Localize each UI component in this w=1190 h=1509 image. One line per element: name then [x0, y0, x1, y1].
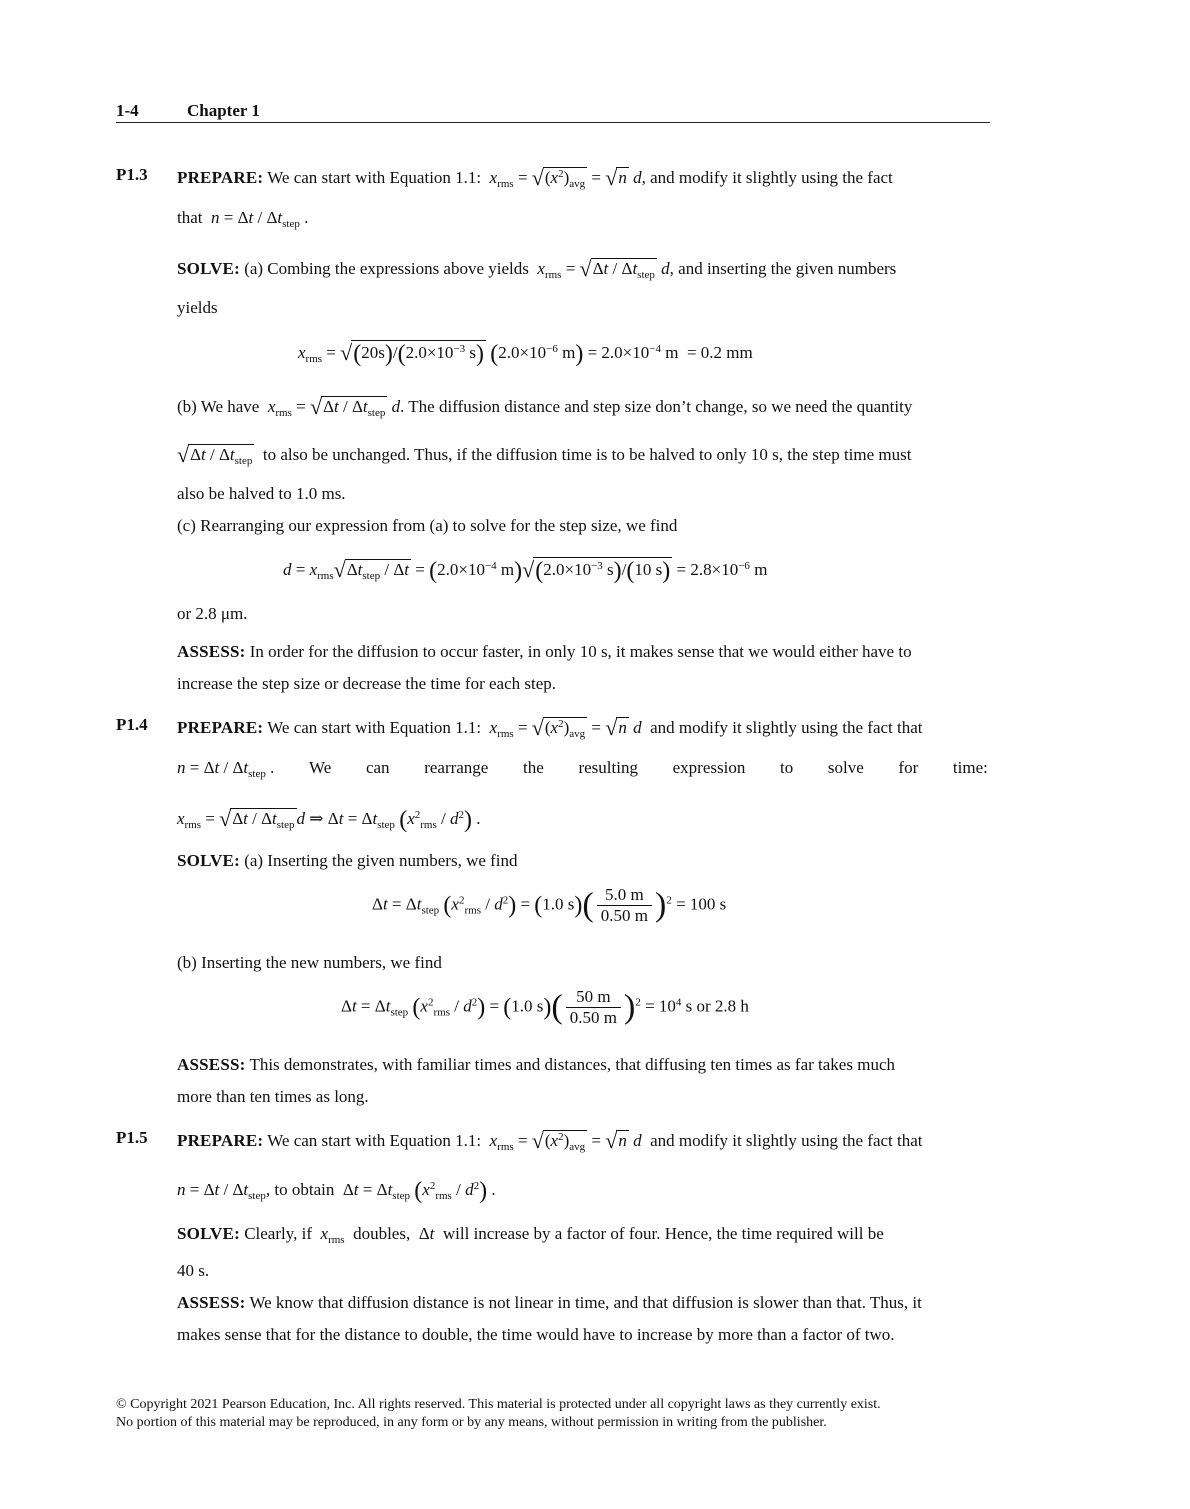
result-value: 2.8 μm. — [195, 604, 248, 623]
prepare-text: , to obtain — [265, 1180, 335, 1199]
p1-3-solve-line2: yields — [177, 298, 218, 317]
assess-heading: ASSESS: — [177, 1293, 246, 1312]
word: can — [365, 758, 390, 777]
prepare-heading: PREPARE: — [177, 168, 264, 187]
p1-3-part-b-line1 — [177, 394, 912, 420]
step-relation-equation: $n = \Delta t / \Delta t_{step}$ — [177, 1180, 266, 1202]
p1-4-assess-line2: more than ten times as long. — [177, 1087, 369, 1106]
solve-heading: SOLVE: — [177, 259, 240, 278]
p1-3-assess-line2: increase the step size or decrease the time for each step. — [177, 674, 557, 693]
p1-3-part-c-line2 — [177, 604, 248, 624]
copyright-line-2: No portion of this material may be reproduced, in any form or by any means, without permission in writing from the publisher. — [116, 1415, 827, 1430]
p1-5-prepare-line2 — [177, 1178, 496, 1205]
word: for — [898, 758, 919, 777]
step-relation-equation: $n = \Delta t / \Delta t_{step}$ . — [177, 758, 275, 780]
solve-heading: SOLVE: — [177, 851, 240, 870]
p1-3-part-c-line1: (c) Rearranging our expression from (a) to solve for the step size, we find — [177, 516, 678, 535]
prepare-text: , and modify it slightly using the fact — [641, 168, 893, 187]
equation-1-1: $x_{rms} = √(x^2)_{avg} = √n$ d — [489, 715, 642, 740]
problem-label-p1-4: P1.4 — [116, 715, 148, 734]
solve-text: (a) Inserting the given numbers, we find — [244, 851, 518, 870]
prepare-text: that — [177, 208, 203, 227]
p1-4-assess-line1 — [177, 1055, 895, 1075]
page-number: 1-4 — [116, 101, 139, 120]
p1-4-solve-line1 — [177, 851, 518, 871]
xrms-symbol: $x_{rms}$ — [320, 1224, 345, 1246]
p1-3-part-b-line2 — [177, 442, 911, 468]
part-b-text: to also be unchanged. Thus, if the diffusion time is to be halved to only 10 s, the step time must — [262, 445, 912, 464]
word: expression — [672, 758, 746, 777]
prepare-text: and modify it slightly using the fact that — [650, 1131, 923, 1150]
word: to — [779, 758, 794, 777]
prepare-text: We can start with Equation 1.1: — [267, 1131, 482, 1150]
xrms-equation: $x_{rms} = √\Delta t / \Delta t_{step}$ d — [267, 394, 401, 419]
or-text: or — [177, 604, 192, 623]
equation-1-1: $x_{rms} = √(x^2)_{avg} = √n$ d — [489, 165, 642, 190]
p1-3-prepare-line1 — [177, 165, 893, 191]
p1-5-assess-line1 — [177, 1293, 922, 1313]
assess-text: In order for the diffusion to occur faster, in only 10 s, it makes sense that we would either have to — [249, 642, 912, 661]
p1-3-calc-d: $d = x_{rms}√\Delta t_{step} / \Delta t = (2.0\times 10^{-4}$ $m)√(2.0\times 10^{-3}$ s)/(10 $s) = 2.8\times 10^{-6}$ m — [283, 557, 768, 584]
p1-5-prepare-line1 — [177, 1128, 923, 1154]
word: We — [309, 758, 332, 777]
p1-3-assess-line1 — [177, 642, 912, 662]
assess-text: This demonstrates, with familiar times and distances, that diffusing ten times as far takes much — [249, 1055, 895, 1074]
delta-t-symbol: Δt — [414, 1224, 435, 1243]
word: solve — [827, 758, 864, 777]
solve-text: Clearly, if — [244, 1224, 313, 1243]
p1-3-prepare-line2 — [177, 208, 308, 230]
prepare-heading: PREPARE: — [177, 718, 264, 737]
quantity-sqrt: $√\Delta t / \Delta t_{step}$ — [177, 442, 253, 467]
p1-4-part-b: (b) Inserting the new numbers, we find — [177, 953, 442, 972]
step-relation-equation: $n = \Delta t / \Delta t_{step}$ . — [211, 208, 309, 230]
p1-5-assess-line2: makes sense that for the distance to double, the time would have to increase by more than a factor of two. — [177, 1325, 895, 1344]
assess-heading: ASSESS: — [177, 642, 246, 661]
combined-equation: $x_{rms} = √\Delta t / \Delta t_{step}$ d — [537, 256, 670, 281]
word: rearrange — [424, 758, 489, 777]
p1-3-solve-line1 — [177, 256, 896, 282]
p1-4-calc-a: $\Delta t = \Delta t_{step}$ $(x^2_{rms} / d^2) = (1.0$ s)( $\frac{5.0 m}{0.50 m}$ )$^2$ = 100 s — [372, 885, 727, 925]
prepare-text: and modify it slightly using the fact that — [650, 718, 923, 737]
p1-3-part-b-line3: also be halved to 1.0 ms. — [177, 484, 346, 503]
solve-text: , and inserting the given numbers — [669, 259, 897, 278]
solve-text: (a) Combing the expressions above yields — [244, 259, 529, 278]
part-b-text: . The diffusion distance and step size don’t change, so we need the quantity — [400, 397, 913, 416]
p1-4-calc-b: $\Delta t = \Delta t_{step}$ $(x^2_{rms} / d^2) = (1.0$ s)( $\frac{50 m}{0.50 m}$ )$^2 = 10^4$ s or 2.8 h — [341, 987, 749, 1027]
time-equation: $\Delta t = \Delta t_{step}$ $(x^2_{rms} / d^2)$ . — [338, 1178, 496, 1204]
assess-heading: ASSESS: — [177, 1055, 246, 1074]
solve-text: will increase by a factor of four. Hence, the time required will be — [442, 1224, 884, 1243]
problem-label-p1-5: P1.5 — [116, 1128, 148, 1147]
solve-text: doubles, — [353, 1224, 411, 1243]
part-b-text: (b) We have — [177, 397, 260, 416]
header-rule — [116, 122, 990, 123]
chapter-title: Chapter 1 — [187, 101, 260, 120]
prepare-text: We can start with Equation 1.1: — [267, 168, 482, 187]
word: the — [523, 758, 544, 777]
word: time: — [952, 758, 988, 777]
word: resulting — [578, 758, 638, 777]
p1-5-solve-line2: 40 s. — [177, 1261, 210, 1280]
copyright-line-1: © Copyright 2021 Pearson Education, Inc. All rights reserved. This material is protected under all copyright laws as they currently exist. — [116, 1397, 881, 1412]
solve-heading: SOLVE: — [177, 1224, 240, 1243]
p1-4-prepare-line1 — [177, 715, 923, 741]
equation-1-1: $x_{rms} = √(x^2)_{avg} = √n$ d — [489, 1128, 642, 1153]
p1-3-calc-xrms: $x_{rms} = √(20s)/(2.0\times 10^{-3}$ s) ($2.0\times 10^{-6}$ $m) = 2.0\times 10^{-4}$ m = 0.2 mm — [298, 340, 753, 367]
p1-4-rearranged-equation: $x_{rms} = √\Delta t / \Delta t_{step}$ d ⇒ $\Delta t = \Delta t_{step}$ $(x^2_{rms} / d^2)$ . — [177, 806, 481, 833]
assess-text: We know that diffusion distance is not linear in time, and that diffusion is slower than that. Thus, it — [249, 1293, 922, 1312]
prepare-text: We can start with Equation 1.1: — [267, 718, 482, 737]
prepare-heading: PREPARE: — [177, 1131, 264, 1150]
p1-4-prepare-line2 — [177, 758, 988, 780]
p1-5-solve-line1 — [177, 1224, 884, 1246]
problem-label-p1-3: P1.3 — [116, 165, 148, 184]
